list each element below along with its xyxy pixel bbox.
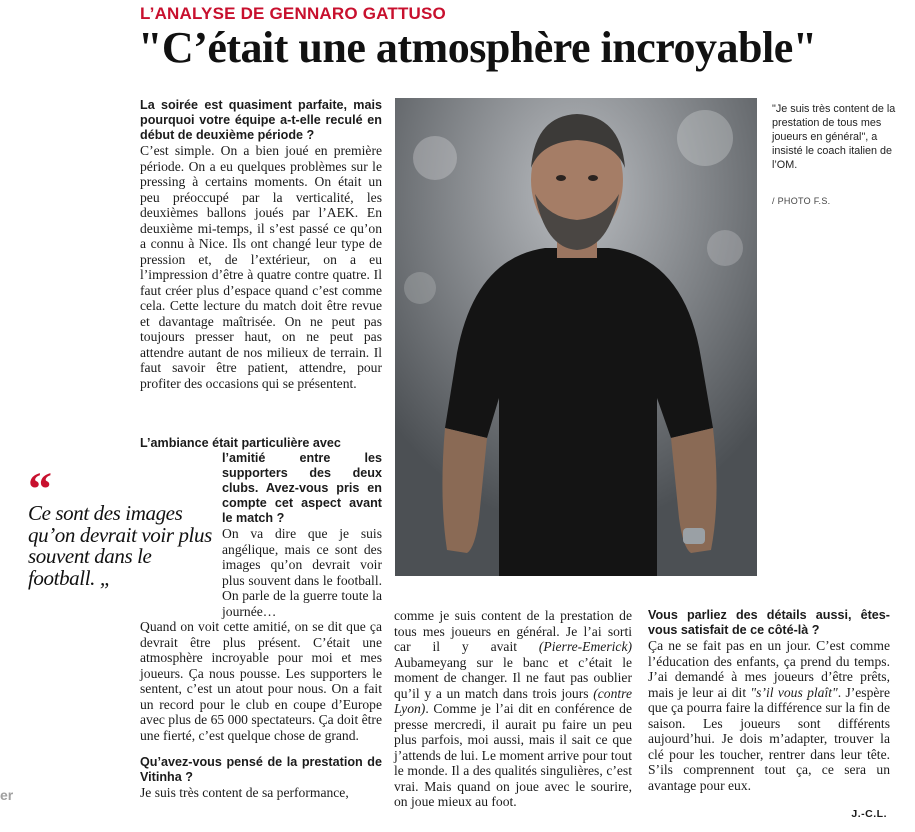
kicker: L’ANALYSE DE GENNARO GATTUSO <box>140 4 446 23</box>
photo-caption: "Je suis très content de la prestation de tous mes joueurs en général", a insisté le coach italien de l’OM. <box>772 103 896 171</box>
quote-mark-icon: “ <box>28 463 52 516</box>
coach-photo-illustration <box>395 98 757 576</box>
answer-3-continued <box>394 608 632 810</box>
question-2-lead: L’ambiance était particulière avec <box>140 436 341 450</box>
answer-2: Quand on voit cette amitié, on se dit que ça devrait être plus présent. C’était une atmosphère incroyable pour moi et mes joueurs. Ça nous pousse. Les supporters le sentent, c’est un atout pour nous. On a fait un record pour le club en coupe d’Europe avec plus de 65 000 spectateurs. Ça doit être une fierté, c’est quelque chose de grand. <box>140 619 382 743</box>
answer-1: C’est simple. On a bien joué en première période. On a eu quelques problèmes sur le pressing à certains moments. On était un peu préoccupé par la verticalité, les deuxièmes ballons joués par l’AEK. En deuxième mi-temps, il s’est passé ce qu’on a connu à Nice. Ils ont changé leur type de pression et, de l’extérieur, on a eu l’impression d’être à quatre contre quatre. Il faut créer plus d’espace quand c’est comme cela. Cette lecture du match doit être revue et davantage maîtrisée. On ne peut pas toujours presser haut, on ne peut pas attendre autant de nos milieux de terrain. Il faut savoir être patient, attendre, pour profiter des occasions qui se présentent. <box>140 143 382 391</box>
question-4: Vous parliez des détails aussi, êtes-vous satisfait de ce côté-là ? <box>648 608 890 637</box>
answer-3-italic-1: (Pierre-Emerick) <box>538 639 632 654</box>
author-signature: J.-C.L. <box>851 808 887 820</box>
question-3: Qu’avez-vous pensé de la prestation de Vitinha ? <box>140 755 382 784</box>
answer-4-text-2: . J’espère que ça pourra faire la différence sur la fin de saison. Les joueurs sont différents aujourd’hui. Je dois m’adapter, trouver la clé pour les toucher, rentrer dans leur tête. S’ils comprennent tout ça, ce sera un avantage pour eux. <box>648 684 890 793</box>
answer-3-text-3: . Comme je l’ai dit en conférence de presse mercredi, il aurait pu faire un peu plus parfois, moi aussi, mais il sait ce que j’attends de lui. Le moment arrive pour tout le monde. Il a des qualités singulières, c’est vrai. Mais quand on joue avec le sourire, on joue mieux au foot. <box>394 701 632 809</box>
question-2: l’amitié entre les supporters des deux clubs. Avez-vous pris en compte cet aspect avant le match ? <box>222 451 382 525</box>
article-column-1 <box>140 98 382 391</box>
pull-quote: Ce sont des images qu’on devrait voir plus souvent dans le football. „ <box>28 501 212 590</box>
answer-3-text-2: Aubameyang sur le banc et c’était le moment de changer. Il ne faut pas oublier qu’il y a un match dans trois jours <box>394 654 632 701</box>
answer-4-italic: "s’il vous plaît" <box>750 684 838 700</box>
margin-text-fragment: er <box>0 787 14 803</box>
photo-credit: / PHOTO F.S. <box>772 196 831 206</box>
answer-2-inset: On va dire que je suis angélique, mais ce sont des images qu’on devrait voir plus souvent dans le football. On parle de la guerre toute la journée… <box>222 526 382 619</box>
answer-4-text-1: Ça ne se fait pas en un jour. C’est comme l’éducation des enfants, ça prend du temps. J’ai demandé à mes joueurs d’être prêts, mais je leur ai dit <box>648 638 890 700</box>
coach-photo <box>395 98 757 576</box>
headline: "C’était une atmosphère incroyable" <box>138 23 817 72</box>
article-column-1-lower <box>140 436 382 801</box>
answer-4 <box>648 638 890 793</box>
answer-3-text-1: comme je suis content de la prestation de tous mes joueurs en général. Je l’ai sorti car il y avait <box>394 608 632 654</box>
article-column-2 <box>394 608 632 810</box>
question-1: La soirée est quasiment parfaite, mais pourquoi votre équipe a-t-elle reculé en début de deuxième période ? <box>140 98 382 142</box>
answer-3-start: Je suis très content de sa performance, <box>140 785 349 800</box>
article-column-3 <box>648 608 890 793</box>
answer-3-italic-2: (contre Lyon) <box>394 685 632 716</box>
